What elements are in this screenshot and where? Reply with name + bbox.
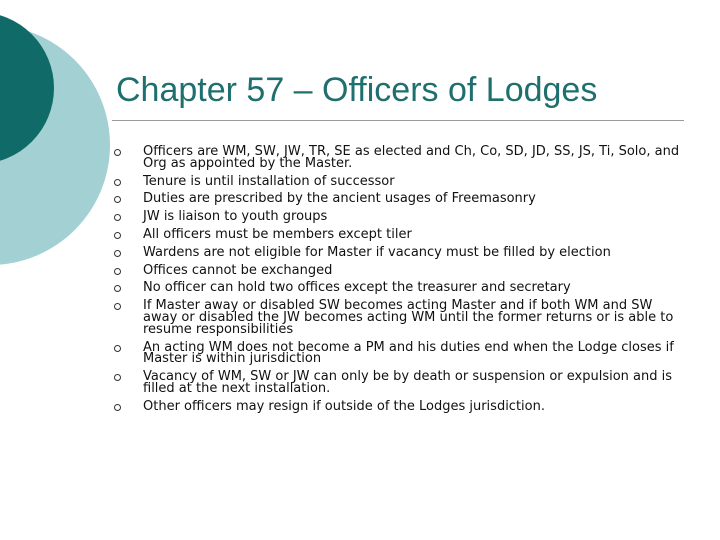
bullet-text: Duties are prescribed by the ancient usages of Freemasonry xyxy=(143,191,536,207)
bullet-circle-icon xyxy=(114,345,121,352)
bullet-text: Officers are WM, SW, JW, TR, SE as elected and Ch, Co, SD, JD, SS, JS, Ti, Solo, and Org as appointed by the Master. xyxy=(143,144,680,171)
bullet-circle-icon xyxy=(114,214,121,221)
bullet-text: Offices cannot be exchanged xyxy=(143,262,333,278)
bullet-item xyxy=(112,226,680,242)
bullet-text: If Master away or disabled SW becomes acting Master and if both WM and SW away or disabled the JW becomes acting WM until the former returns or is able to resume responsibilities xyxy=(143,298,674,337)
bullet-item xyxy=(112,244,680,260)
bullet-item xyxy=(112,398,680,414)
bullet-item xyxy=(112,211,680,223)
bullet-text: Vacancy of WM, SW or JW can only be by death or suspension or expulsion and is filled at the next installation. xyxy=(143,369,673,396)
bullet-circle-icon xyxy=(114,232,121,239)
bullet-item xyxy=(112,371,680,395)
bullet-circle-icon xyxy=(114,285,121,292)
bullet-item xyxy=(112,262,680,278)
bullet-text: JW is liaison to youth groups xyxy=(143,209,328,225)
bullet-text: Tenure is until installation of successor xyxy=(143,173,395,189)
bullet-circle-icon xyxy=(114,268,121,275)
bullet-circle-icon xyxy=(114,404,121,411)
bullet-circle-icon xyxy=(114,196,121,203)
bullet-item xyxy=(112,193,680,205)
bullet-item xyxy=(112,146,680,170)
bullet-circle-icon xyxy=(114,250,121,257)
bullet-text: Wardens are not eligible for Master if vacancy must be filled by election xyxy=(143,244,611,260)
bullet-item xyxy=(112,173,680,189)
bullet-item xyxy=(112,300,680,335)
bullet-text: Other officers may resign if outside of the Lodges jurisdiction. xyxy=(143,398,545,414)
bullet-text: No officer can hold two offices except the treasurer and secretary xyxy=(143,280,571,296)
title-divider xyxy=(112,120,684,121)
bullet-list xyxy=(112,146,680,419)
bullet-item xyxy=(112,339,680,367)
bullet-circle-icon xyxy=(114,179,121,186)
bullet-text: An acting WM does not become a PM and his duties end when the Lodge closes if Master is within jurisdiction xyxy=(143,339,674,367)
slide-title: Chapter 57 – Officers of Lodges xyxy=(116,71,598,109)
bullet-circle-icon xyxy=(114,374,121,381)
bullet-circle-icon xyxy=(114,149,121,156)
bullet-item xyxy=(112,282,680,294)
bullet-circle-icon xyxy=(114,303,121,310)
decorative-circles xyxy=(0,0,110,300)
bullet-text: All officers must be members except tiler xyxy=(143,226,412,242)
